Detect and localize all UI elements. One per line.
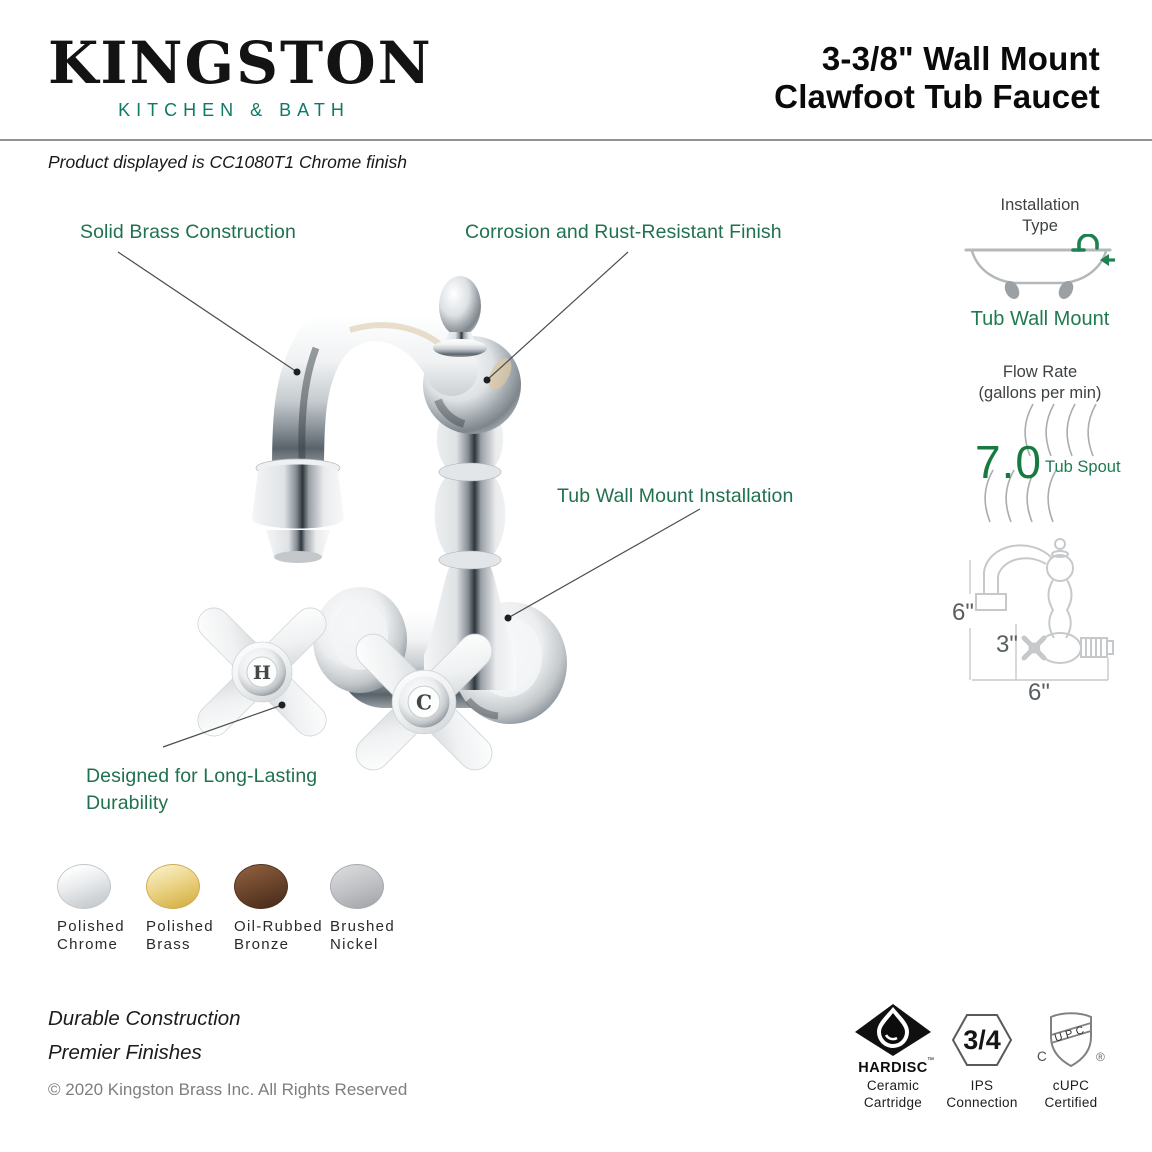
dim-spout-drop: 3" bbox=[996, 631, 1018, 658]
finish-option-polished-chrome bbox=[57, 864, 125, 954]
finish-swatch-nickel bbox=[330, 864, 384, 909]
dim-spout-height: 6" bbox=[952, 599, 974, 626]
finish-label-line1: Polished bbox=[57, 918, 125, 935]
finish-label-line1: Polished bbox=[146, 918, 214, 935]
callout-durability-line1: Designed for Long-Lasting bbox=[86, 765, 318, 787]
finish-swatch-chrome bbox=[57, 864, 111, 909]
feature-premier-finishes: Premier Finishes bbox=[48, 1041, 202, 1064]
finish-swatch-brass bbox=[146, 864, 200, 909]
page-title-line2: Clawfoot Tub Faucet bbox=[774, 78, 1100, 115]
badge-label-line2: Certified bbox=[1044, 1094, 1098, 1110]
brand-logo bbox=[48, 29, 433, 121]
flow-rate-value: 7.0 bbox=[975, 436, 1042, 488]
finish-option-polished-brass bbox=[146, 864, 214, 954]
faucet-spout bbox=[252, 315, 452, 563]
flow-rate-unit: Tub Spout bbox=[1045, 458, 1121, 476]
badge-ips-connection bbox=[934, 1002, 1030, 1111]
copyright-text: © 2020 Kingston Brass Inc. All Rights Reserved bbox=[48, 1080, 408, 1099]
finish-option-brushed-nickel bbox=[330, 864, 395, 954]
callout-solid-brass: Solid Brass Construction bbox=[80, 221, 296, 243]
badge-label-line1: Ceramic bbox=[866, 1078, 920, 1093]
finish-label-line2: Chrome bbox=[57, 936, 119, 953]
hardisc-tm: ™ bbox=[927, 1057, 934, 1064]
faucet-finial bbox=[433, 276, 487, 357]
flow-heading-line2: (gallons per min) bbox=[978, 384, 1102, 402]
product-note: Product displayed is CC1080T1 Chrome finish bbox=[48, 152, 407, 172]
clawfoot-tub-icon bbox=[962, 234, 1118, 300]
finish-option-oil-rubbed-bronze bbox=[234, 864, 323, 954]
hexagon-3-4-icon bbox=[950, 1009, 1014, 1071]
badge-cupc bbox=[1023, 1002, 1119, 1111]
badge-label-line1: cUPC bbox=[1052, 1078, 1090, 1093]
hot-handle bbox=[191, 601, 332, 742]
badge-label-line2: Cartridge bbox=[863, 1094, 923, 1110]
installation-type-value: Tub Wall Mount bbox=[970, 308, 1110, 330]
installation-heading-line2: Type bbox=[1022, 217, 1058, 235]
installation-heading-line1: Installation bbox=[1000, 196, 1080, 214]
upc-band-text: UPC bbox=[1053, 1023, 1089, 1045]
callout-durability-line2: Durability bbox=[86, 792, 169, 814]
badge-label-line2: Connection bbox=[946, 1094, 1018, 1110]
hardisc-wordmark: HARDISC bbox=[858, 1060, 928, 1076]
installation-type-heading bbox=[940, 195, 1140, 237]
callout-wall-mount: Tub Wall Mount Installation bbox=[557, 485, 794, 507]
badge-label-line1: IPS bbox=[970, 1078, 994, 1093]
flow-rate-heading bbox=[940, 362, 1140, 404]
feature-durable-construction: Durable Construction bbox=[48, 1007, 241, 1030]
cold-handle-letter: C bbox=[415, 690, 433, 715]
finish-label-line1: Oil-Rubbed bbox=[234, 918, 323, 935]
finish-label-line2: Nickel bbox=[330, 936, 379, 953]
flow-rate-figure bbox=[945, 400, 1135, 528]
hot-handle-letter: H bbox=[253, 662, 271, 684]
page-title-line1: 3-3/8" Wall Mount bbox=[821, 40, 1100, 77]
finish-swatch-bronze bbox=[234, 864, 288, 909]
dimension-diagram bbox=[948, 532, 1144, 704]
registered-mark: ® bbox=[1096, 1050, 1105, 1064]
brand-wordmark: KINGSTON bbox=[48, 29, 433, 97]
ips-size-value: 3/4 bbox=[963, 1025, 1001, 1055]
cupc-c-prefix: C bbox=[1037, 1049, 1047, 1064]
dim-spout-reach: 6" bbox=[1028, 679, 1050, 704]
page-title bbox=[774, 40, 1100, 116]
faucet-product-image bbox=[40, 240, 900, 840]
hardisc-diamond-drop-icon bbox=[851, 1002, 935, 1078]
cupc-shield-icon bbox=[1035, 1009, 1107, 1071]
callout-corrosion: Corrosion and Rust-Resistant Finish bbox=[465, 221, 782, 243]
finish-label-line2: Brass bbox=[146, 936, 191, 953]
brand-tagline: KITCHEN & BATH bbox=[118, 100, 350, 120]
finish-label-line1: Brushed bbox=[330, 918, 395, 935]
badge-hardisc bbox=[845, 1002, 941, 1111]
flow-heading-line1: Flow Rate bbox=[1002, 363, 1078, 381]
dimension-lines bbox=[970, 560, 1108, 680]
finish-label-line2: Bronze bbox=[234, 936, 290, 953]
header-divider bbox=[0, 139, 1152, 141]
